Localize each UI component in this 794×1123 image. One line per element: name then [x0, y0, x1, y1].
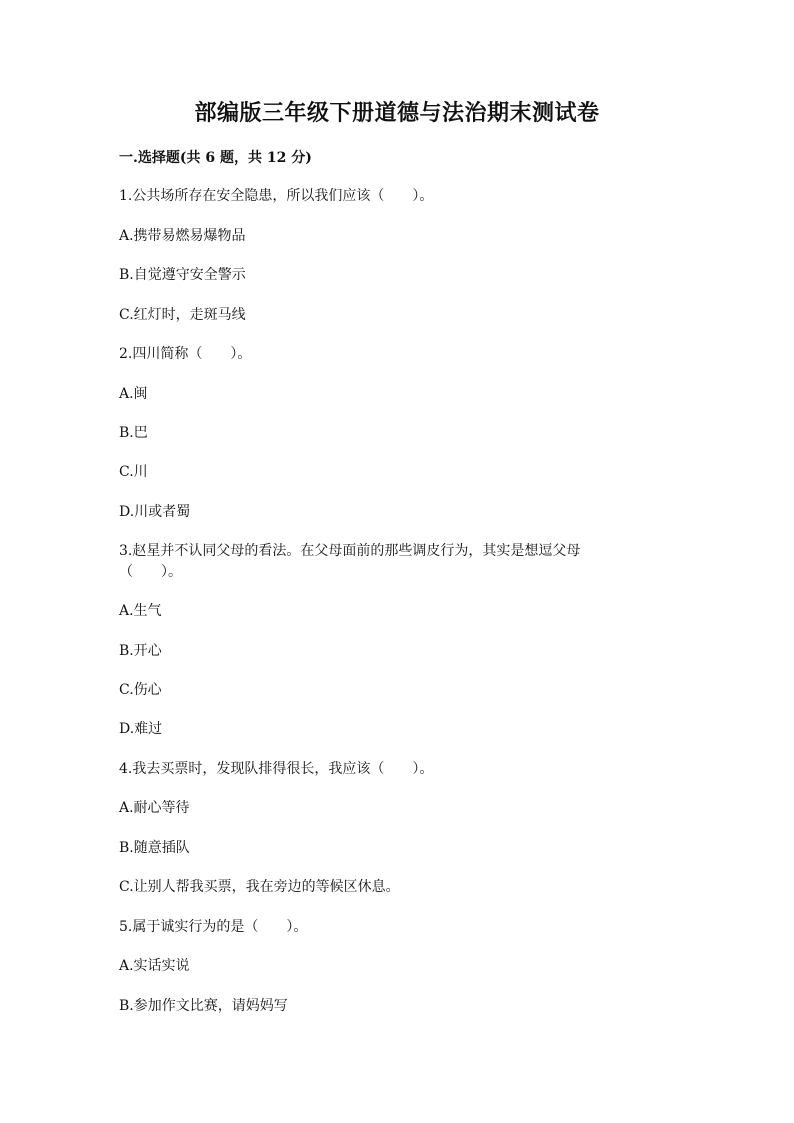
option-a: A.携带易燃易爆物品: [119, 228, 246, 244]
option-a: A.闽: [119, 386, 148, 402]
option-c: C.川: [119, 464, 148, 480]
option-d: D.难过: [119, 721, 163, 737]
question-stem-continuation: （ ）。: [119, 564, 182, 580]
option-b: B.随意插队: [119, 840, 190, 856]
option-b: B.巴: [119, 425, 148, 441]
option-a: A.耐心等待: [119, 800, 190, 816]
option-c: C.让别人帮我买票，我在旁边的等候区休息。: [119, 879, 400, 895]
page-title: 部编版三年级下册道德与法治期末测试卷: [194, 100, 600, 126]
question-stem: 1.公共场所存在安全隐患，所以我们应该（ ）。: [119, 188, 434, 204]
question-stem: 4.我去买票时，发现队排得很长，我应该（ ）。: [119, 761, 434, 777]
option-a: A.生气: [119, 603, 162, 619]
option-b: B.自觉遵守安全警示: [119, 267, 246, 283]
option-c: C.伤心: [119, 682, 162, 698]
question-stem: 2.四川简称（ ）。: [119, 346, 252, 362]
question-stem: 5.属于诚实行为的是（ ）。: [119, 919, 308, 935]
section-heading: 一.选择题(共 6 题，共 12 分): [119, 150, 312, 166]
option-d: D.川或者蜀: [119, 504, 191, 520]
option-b: B.参加作文比赛，请妈妈写: [119, 998, 288, 1014]
option-b: B.开心: [119, 643, 162, 659]
option-a: A.实话实说: [119, 958, 190, 974]
question-stem: 3.赵星并不认同父母的看法。在父母面前的那些调皮行为，其实是想逗父母: [119, 543, 581, 559]
option-c: C.红灯时，走斑马线: [119, 307, 246, 323]
